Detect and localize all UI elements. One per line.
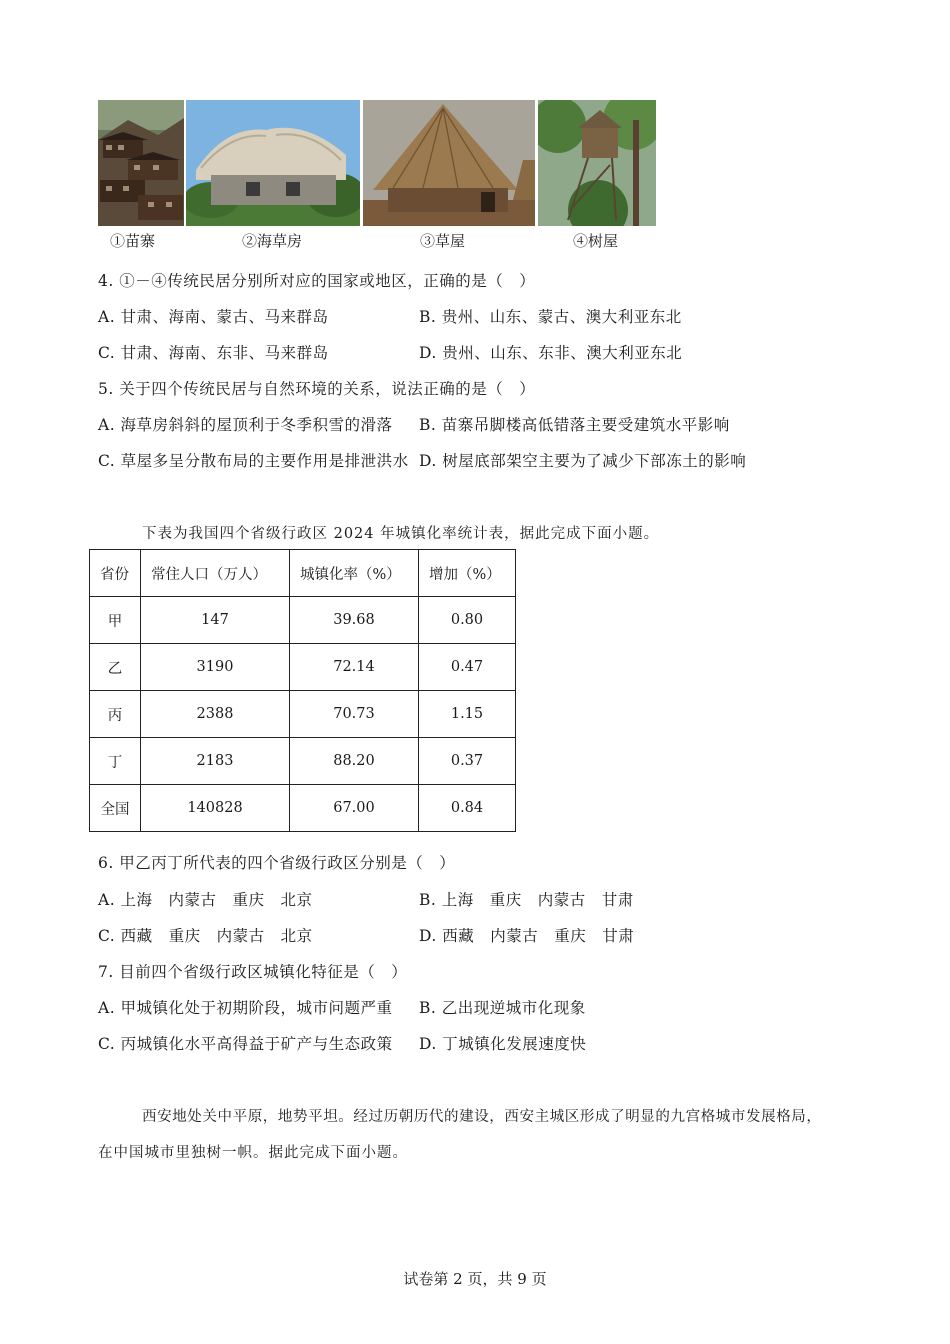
table-cell: 72.14 — [290, 644, 419, 691]
table-cell: 140828 — [141, 785, 290, 832]
table-intro: 下表为我国四个省级行政区 2024 年城镇化率统计表，据此完成下面小题。 — [142, 526, 660, 542]
seaweed-house-photo — [186, 100, 360, 226]
question-4-option-b: B. 贵州、山东、蒙古、澳大利亚东北 — [419, 308, 682, 326]
table-cell: 67.00 — [290, 785, 419, 832]
table-cell: 2183 — [141, 738, 290, 785]
table-cell: 88.20 — [290, 738, 419, 785]
table-cell: 丁 — [90, 738, 141, 785]
table-cell: 0.47 — [419, 644, 516, 691]
table-cell: 甲 — [90, 597, 141, 644]
table-cell: 0.80 — [419, 597, 516, 644]
table-header-cell: 省份 — [90, 550, 141, 597]
treehouse-photo — [538, 100, 656, 226]
question-5-option-a: A. 海草房斜斜的屋顶利于冬季积雪的滑落 — [98, 416, 393, 434]
table-row — [90, 691, 516, 738]
thatched-hut-photo — [363, 100, 535, 226]
table-row — [90, 597, 516, 644]
xian-intro-line-1: 西安地处关中平原，地势平坦。经过历朝历代的建设，西安主城区形成了明显的九宫格城市发展格局， — [142, 1109, 822, 1125]
xian-intro-line-2: 在中国城市里独树一帜。据此完成下面小题。 — [98, 1145, 408, 1161]
table-row — [90, 785, 516, 832]
page-footer: 试卷第 2 页，共 9 页 — [403, 1270, 547, 1288]
table-cell: 丙 — [90, 691, 141, 738]
question-6-stem: 6. 甲乙丙丁所代表的四个省级行政区分别是（ ） — [98, 854, 456, 872]
question-7-option-c: C. 丙城镇化水平高得益于矿产与生态政策 — [98, 1035, 393, 1053]
question-7-option-b: B. 乙出现逆城市化现象 — [419, 999, 586, 1017]
question-5-option-b: B. 苗寨吊脚楼高低错落主要受建筑水平影响 — [419, 416, 730, 434]
question-6-option-a: A. 上海 内蒙古 重庆 北京 — [98, 891, 313, 909]
table-cell: 147 — [141, 597, 290, 644]
question-4-option-c: C. 甘肃、海南、东非、马来群岛 — [98, 344, 329, 362]
urbanization-table — [89, 549, 516, 832]
table-row — [90, 738, 516, 785]
photo-caption-4: ④树屋 — [573, 232, 619, 250]
table-header-cell: 城镇化率（%） — [290, 550, 419, 597]
table-cell: 乙 — [90, 644, 141, 691]
table-cell: 0.84 — [419, 785, 516, 832]
question-4-option-d: D. 贵州、山东、东非、澳大利亚东北 — [419, 344, 683, 362]
question-5-option-d: D. 树屋底部架空主要为了减少下部冻土的影响 — [419, 452, 747, 470]
table-cell: 全国 — [90, 785, 141, 832]
question-4-option-a: A. 甘肃、海南、蒙古、马来群岛 — [98, 308, 329, 326]
question-6-option-c: C. 西藏 重庆 内蒙古 北京 — [98, 927, 313, 945]
question-4-stem: 4. ①－④传统民居分别所对应的国家或地区，正确的是（ ） — [98, 272, 536, 290]
table-row — [90, 644, 516, 691]
table-cell: 2388 — [141, 691, 290, 738]
photo-caption-3: ③草屋 — [420, 232, 466, 250]
question-5-stem: 5. 关于四个传统民居与自然环境的关系，说法正确的是（ ） — [98, 380, 536, 398]
miao-village-photo — [98, 100, 184, 226]
question-7-option-d: D. 丁城镇化发展速度快 — [419, 1035, 587, 1053]
question-6-option-d: D. 西藏 内蒙古 重庆 甘肃 — [419, 927, 635, 945]
table-header-cell: 常住人口（万人） — [141, 550, 290, 597]
question-6-option-b: B. 上海 重庆 内蒙古 甘肃 — [419, 891, 634, 909]
question-7-option-a: A. 甲城镇化处于初期阶段，城市问题严重 — [98, 999, 393, 1017]
table-header-row — [90, 550, 516, 597]
house-photo-strip — [98, 100, 658, 230]
photo-caption-2: ②海草房 — [242, 232, 303, 250]
table-cell: 3190 — [141, 644, 290, 691]
table-header-cell: 增加（%） — [419, 550, 516, 597]
table-cell: 1.15 — [419, 691, 516, 738]
photo-caption-1: ①苗寨 — [110, 232, 156, 250]
table-cell: 70.73 — [290, 691, 419, 738]
table-cell: 39.68 — [290, 597, 419, 644]
table-cell: 0.37 — [419, 738, 516, 785]
question-7-stem: 7. 目前四个省级行政区城镇化特征是（ ） — [98, 963, 408, 981]
question-5-option-c: C. 草屋多呈分散布局的主要作用是排泄洪水 — [98, 452, 409, 470]
